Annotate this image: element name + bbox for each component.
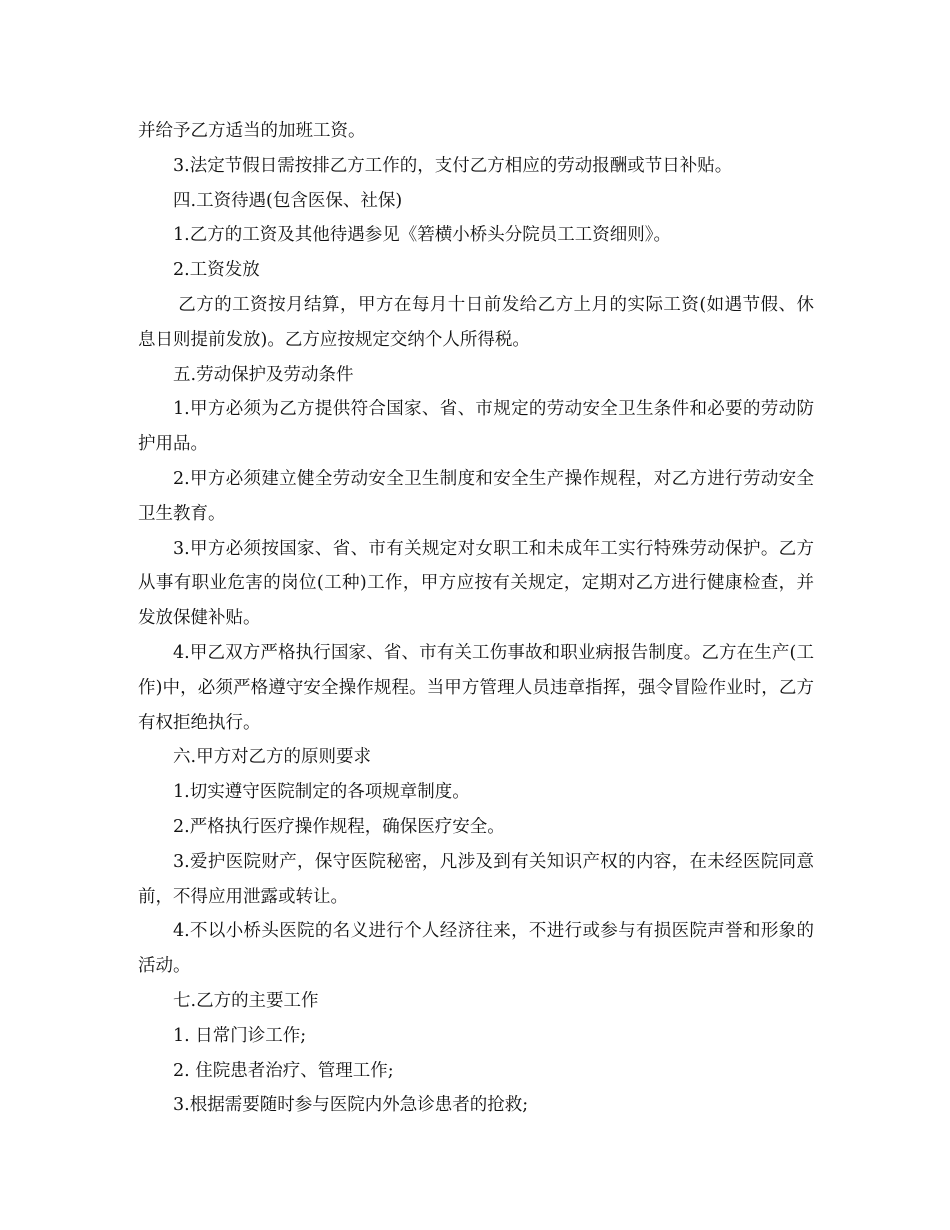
subheading-wage-payment: 2.工资发放 xyxy=(173,260,260,281)
paragraph-protection-4: 4.甲乙双方严格执行国家、省、市有关工伤事故和职业病报告制度。乙方在生产(工作)中，必须严格遵守安全操作规程。当甲方管理人员违章指挥，强令冒险作业时，乙方有权拒绝执行。 xyxy=(138,642,814,733)
section-heading-requirements: 六.甲方对乙方的原则要求 xyxy=(173,747,372,768)
section-heading-main-work: 七.乙方的主要工作 xyxy=(173,990,319,1011)
section-heading-labor-protection: 五.劳动保护及劳动条件 xyxy=(173,364,354,385)
section-heading-wages: 四.工资待遇(包含医保、社保) xyxy=(173,190,403,211)
paragraph-protection-1: 1.甲方必须为乙方提供符合国家、省、市规定的劳动安全卫生条件和必要的劳动防护用品。 xyxy=(138,399,814,455)
paragraph-protection-2: 2.甲方必须建立健全劳动安全卫生制度和安全生产操作规程，对乙方进行劳动安全卫生教育。 xyxy=(138,468,814,524)
paragraph-requirement-1: 1.切实遵守医院制定的各项规章制度。 xyxy=(173,782,470,803)
document-body xyxy=(138,114,814,1123)
paragraph-wage-payment: 乙方的工资按月结算，甲方在每月十日前发给乙方上月的实际工资(如遇节假、休息日则提前发放)。乙方应按规定交纳个人所得税。 xyxy=(138,294,814,350)
paragraph-protection-3: 3.甲方必须按国家、省、市有关规定对女职工和未成年工实行特殊劳动保护。乙方从事有职业危害的岗位(工种)工作，甲方应按有关规定，定期对乙方进行健康检查，并发放保健补贴。 xyxy=(138,538,814,629)
paragraph-work-1: 1. 日常门诊工作; xyxy=(173,1025,307,1046)
paragraph-work-3: 3.根据需要随时参与医院内外急诊患者的抢救; xyxy=(173,1095,529,1116)
paragraph-requirement-3: 3.爱护医院财产，保守医院秘密，凡涉及到有关知识产权的内容，在未经医院同意前，不得应用泄露或转让。 xyxy=(138,851,814,907)
paragraph-work-2: 2. 住院患者治疗、管理工作; xyxy=(173,1060,394,1081)
paragraph-overtime-continued: 并给予乙方适当的加班工资。 xyxy=(138,121,366,141)
paragraph-wage-rules: 1.乙方的工资及其他待遇参见《箬横小桥头分院员工工资细则》。 xyxy=(173,225,671,246)
paragraph-requirement-4: 4.不以小桥头医院的名义进行个人经济往来，不进行或参与有损医院声誉和形象的活动。 xyxy=(138,921,814,977)
paragraph-requirement-2: 2.严格执行医疗操作规程，确保医疗安全。 xyxy=(173,816,505,837)
paragraph-holiday-work: 3.法定节假日需按排乙方工作的，支付乙方相应的劳动报酬或节日补贴。 xyxy=(173,155,733,176)
